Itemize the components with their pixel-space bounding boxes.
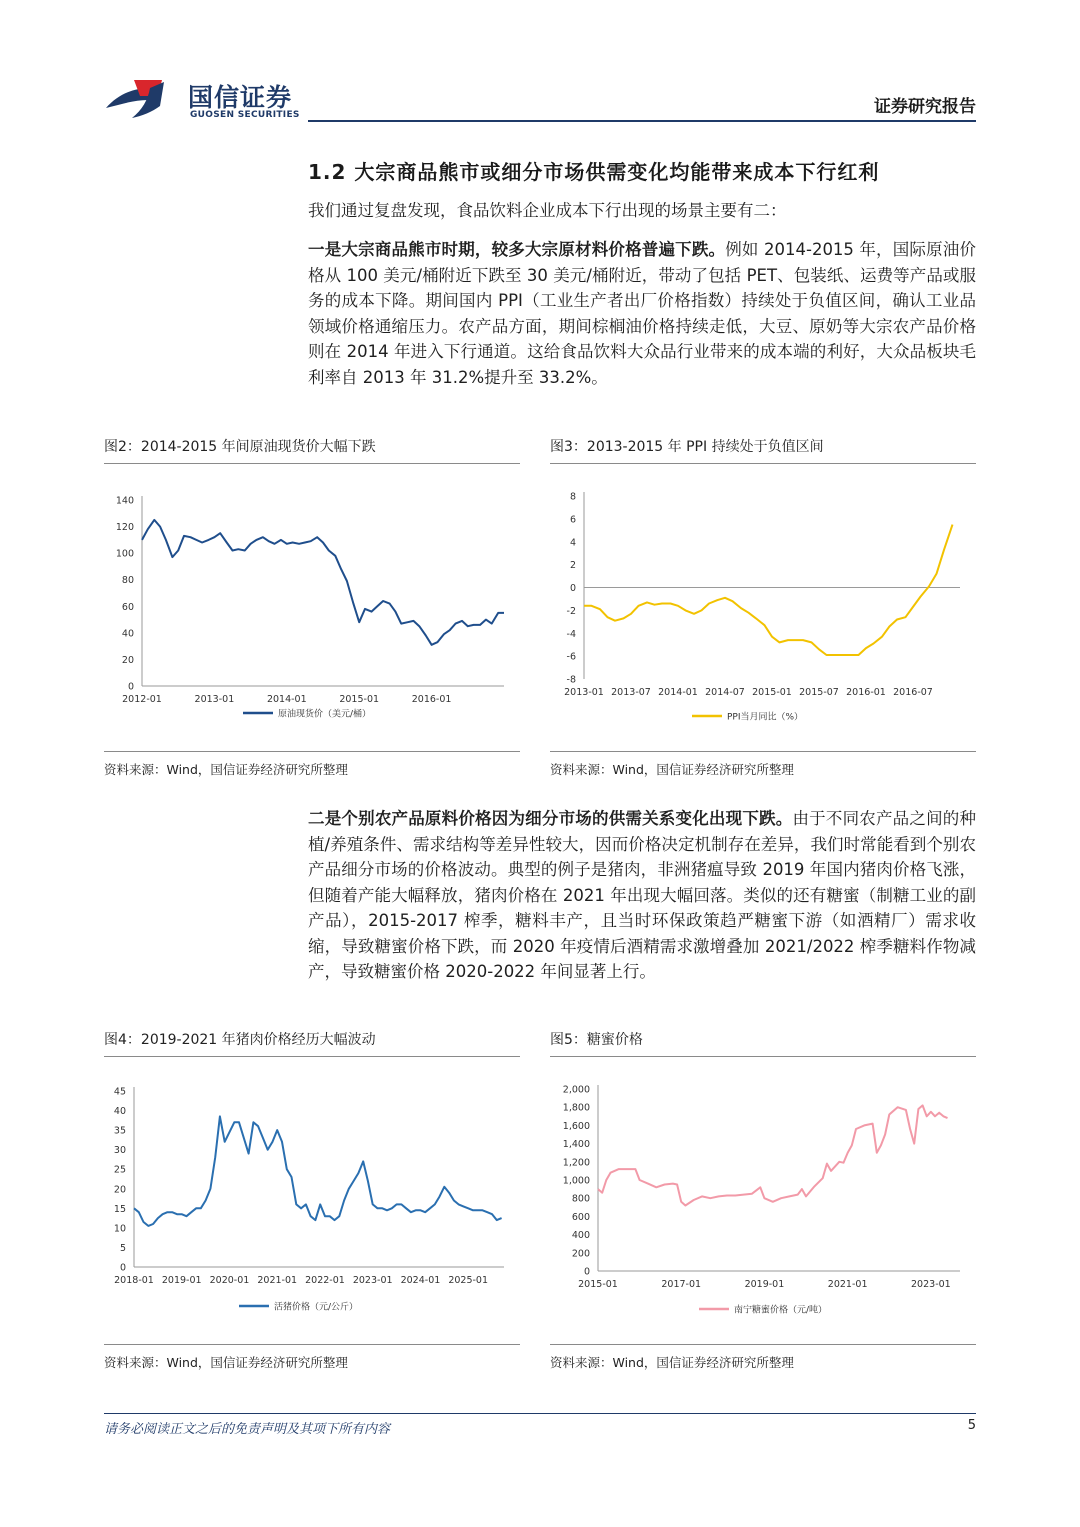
figure-pork bbox=[104, 1029, 520, 1374]
y-tick-label: 1,800 bbox=[562, 1102, 590, 1114]
y-tick-label: 30 bbox=[113, 1145, 126, 1157]
page-number: 5 bbox=[967, 1418, 976, 1433]
figure-title: 图3：2013-2015 年 PPI 持续处于负值区间 bbox=[550, 436, 976, 464]
series-line bbox=[134, 1116, 502, 1226]
y-tick-label: 140 bbox=[115, 495, 134, 507]
y-tick-label: -6 bbox=[566, 651, 576, 663]
y-tick-label: 4 bbox=[569, 537, 576, 549]
paragraph-2-lead: 二是个别农产品原料价格因为细分市场的供需关系变化出现下跌。 bbox=[308, 809, 793, 828]
x-tick-label: 2015-01 bbox=[339, 694, 380, 705]
figure-oil bbox=[104, 436, 520, 781]
x-tick-label: 2021-01 bbox=[257, 1275, 298, 1286]
y-tick-label: 1,400 bbox=[562, 1139, 590, 1151]
legend-label: 南宁糖蜜价格（元/吨） bbox=[734, 1305, 828, 1316]
y-tick-label: 25 bbox=[113, 1164, 126, 1176]
y-tick-label: 2,000 bbox=[562, 1084, 590, 1096]
figure-title: 图2：2014-2015 年间原油现货价大幅下跌 bbox=[104, 436, 520, 464]
y-tick-label: 800 bbox=[571, 1193, 590, 1205]
figure-title: 图5：糖蜜价格 bbox=[550, 1029, 976, 1057]
paragraph-2 bbox=[308, 806, 976, 985]
y-tick-label: -2 bbox=[566, 605, 576, 617]
paragraph-1-body: 例如 2014-2015 年，国际原油价格从 100 美元/桶附近下跌至 30 美元/桶附近，带动了包括 PET、包装纸、运费等产品或服务的成本下降。期间国内 PPI（工业生产者出厂价格指数）持续处于负值区间，确认工业品领域价格通缩压力。农产品方面，期间棕榈油价格持续走低，大豆、原奶等大宗农产品价格则在 2014 年进入下行通道。这给食品饮料大众品行业带来的成本端的利好，大众品板块毛利率自 2013 年 31.2%提升至 33.2%。 bbox=[308, 240, 976, 387]
series-line bbox=[584, 525, 953, 655]
y-tick-label: -4 bbox=[566, 628, 576, 640]
legend-label: 活猪价格（元/公斤） bbox=[274, 1302, 359, 1313]
figure-source: 资料来源：Wind，国信证券经济研究所整理 bbox=[104, 1344, 520, 1374]
y-tick-label: 1,200 bbox=[562, 1157, 590, 1169]
x-tick-label: 2025-01 bbox=[448, 1275, 489, 1286]
y-tick-label: 120 bbox=[115, 522, 134, 534]
header-divider bbox=[308, 120, 976, 122]
y-tick-label: 400 bbox=[571, 1230, 590, 1242]
x-tick-label: 2019-01 bbox=[161, 1275, 202, 1286]
y-tick-label: 45 bbox=[113, 1086, 126, 1098]
x-tick-label: 2024-01 bbox=[400, 1275, 441, 1286]
section-title: 1.2 大宗商品熊市或细分市场供需变化均能带来成本下行红利 bbox=[308, 160, 880, 184]
series-line bbox=[142, 520, 504, 645]
disclaimer-note: 请务必阅读正文之后的免责声明及其项下所有内容 bbox=[104, 1422, 391, 1437]
figure-title: 图4：2019-2021 年猪肉价格经历大幅波动 bbox=[104, 1029, 520, 1057]
series-line bbox=[598, 1105, 948, 1205]
logo-mark-icon bbox=[104, 76, 188, 122]
logo-en-text: GUOSEN SECURITIES bbox=[190, 110, 300, 120]
x-tick-label: 2012-01 bbox=[122, 694, 162, 705]
y-tick-label: 15 bbox=[113, 1203, 126, 1215]
paragraph-2-body: 由于不同农产品之间的种植/养殖条件、需求结构等差异性较大，因而价格决定机制存在差异，我们时常能看到个别农产品细分市场的价格波动。典型的例子是猪肉，非洲猪瘟导致 2019 年国内猪肉价格飞涨，但随着产能大幅释放，猪肉价格在 2021 年出现大幅回落。类似的还有糖蜜（制糖工业的副产品），2015-2017 榨季，糖料丰产，且当时环保政策趋严糖蜜下游（如酒精厂）需求收缩，导致糖蜜价格下跌，而 2020 年疫情后酒精需求激增叠加 2021/2022 榨季糖料作物减产，导致糖蜜价格 2020-2022 年间显著上行。 bbox=[308, 809, 977, 981]
y-tick-label: 6 bbox=[569, 514, 576, 526]
figure-molasses bbox=[550, 1029, 976, 1374]
paragraph-1 bbox=[308, 237, 976, 390]
x-tick-label: 2016-01 bbox=[846, 687, 886, 698]
x-tick-label: 2023-01 bbox=[911, 1279, 951, 1290]
y-tick-label: 1,000 bbox=[562, 1175, 590, 1187]
pork-price-chart bbox=[104, 1057, 520, 1344]
y-tick-label: 80 bbox=[121, 575, 134, 587]
x-tick-label: 2019-01 bbox=[744, 1279, 785, 1290]
y-tick-label: 10 bbox=[113, 1223, 126, 1235]
legend-label: 原油现货价（美元/桶） bbox=[278, 709, 372, 720]
intro-paragraph: 我们通过复盘发现，食品饮料企业成本下行出现的场景主要有二： bbox=[308, 201, 787, 220]
paragraph-1-lead: 一是大宗商品熊市时期，较多大宗原材料价格普遍下跌。 bbox=[308, 240, 726, 259]
y-tick-label: 35 bbox=[113, 1125, 126, 1137]
figure-ppi bbox=[550, 436, 976, 781]
x-tick-label: 2017-01 bbox=[661, 1279, 702, 1290]
y-tick-label: 0 bbox=[119, 1262, 126, 1274]
x-tick-label: 2014-01 bbox=[658, 687, 698, 698]
x-tick-label: 2022-01 bbox=[305, 1275, 345, 1286]
y-tick-label: 5 bbox=[119, 1242, 126, 1254]
legend-label: PPI当月同比（%） bbox=[727, 712, 804, 723]
y-tick-label: 0 bbox=[583, 1266, 590, 1278]
x-tick-label: 2014-01 bbox=[266, 694, 307, 705]
x-tick-label: 2014-07 bbox=[705, 687, 745, 698]
figure-source: 资料来源：Wind，国信证券经济研究所整理 bbox=[550, 751, 976, 781]
x-tick-label: 2018-01 bbox=[114, 1275, 154, 1286]
y-tick-label: 0 bbox=[127, 681, 134, 693]
x-tick-label: 2015-01 bbox=[752, 687, 792, 698]
x-tick-label: 2013-01 bbox=[194, 694, 235, 705]
x-tick-label: 2023-01 bbox=[352, 1275, 393, 1286]
y-tick-label: 200 bbox=[571, 1248, 590, 1260]
x-tick-label: 2015-01 bbox=[578, 1279, 618, 1290]
oil-price-chart bbox=[104, 464, 520, 751]
x-tick-label: 2021-01 bbox=[827, 1279, 868, 1290]
x-tick-label: 2016-07 bbox=[893, 687, 933, 698]
report-type-label: 证券研究报告 bbox=[874, 97, 976, 117]
figure-source: 资料来源：Wind，国信证券经济研究所整理 bbox=[104, 751, 520, 781]
y-tick-label: 20 bbox=[121, 654, 134, 666]
page-header bbox=[0, 0, 1080, 130]
x-tick-label: 2013-07 bbox=[611, 687, 651, 698]
y-tick-label: 60 bbox=[121, 601, 134, 613]
x-tick-label: 2020-01 bbox=[209, 1275, 250, 1286]
y-tick-label: -8 bbox=[566, 674, 576, 686]
y-tick-label: 2 bbox=[569, 560, 576, 572]
y-tick-label: 40 bbox=[121, 628, 134, 640]
ppi-chart bbox=[550, 464, 976, 751]
y-tick-label: 0 bbox=[569, 583, 576, 594]
logo-cn-text: 国信证券 bbox=[188, 83, 293, 112]
x-tick-label: 2015-07 bbox=[799, 687, 839, 698]
x-tick-label: 2016-01 bbox=[411, 694, 452, 705]
y-tick-label: 20 bbox=[113, 1184, 126, 1196]
guosen-logo bbox=[104, 76, 304, 126]
y-tick-label: 8 bbox=[569, 491, 576, 503]
y-tick-label: 600 bbox=[571, 1211, 590, 1223]
y-tick-label: 40 bbox=[113, 1106, 126, 1118]
y-tick-label: 1,600 bbox=[562, 1120, 590, 1132]
figure-source: 资料来源：Wind，国信证券经济研究所整理 bbox=[550, 1344, 976, 1374]
x-tick-label: 2013-01 bbox=[564, 687, 604, 698]
molasses-price-chart bbox=[550, 1057, 976, 1344]
footer-divider bbox=[104, 1413, 976, 1414]
y-tick-label: 100 bbox=[115, 548, 134, 560]
